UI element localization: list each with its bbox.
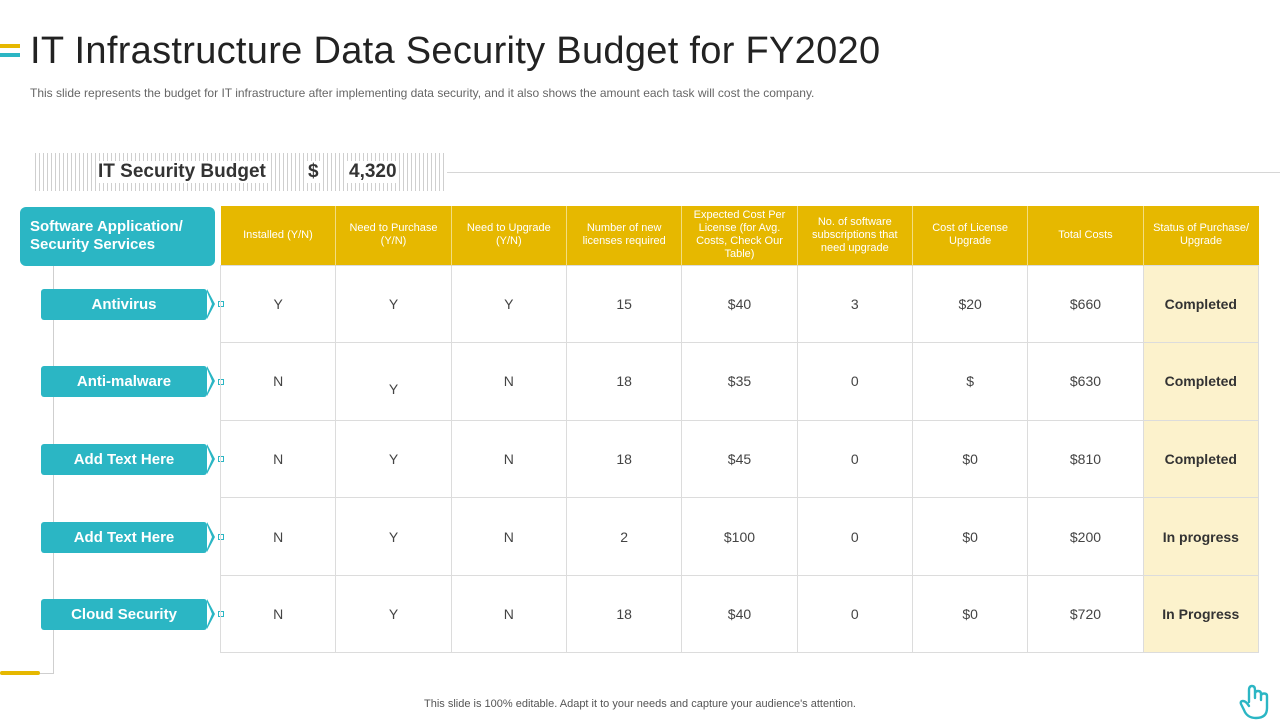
table-row	[221, 498, 1259, 576]
service-label-anti-malware: Anti-malware	[41, 366, 207, 397]
status-cell: In progress	[1143, 498, 1258, 576]
chevron-inner	[207, 369, 212, 393]
column-header: Need to Upgrade (Y/N)	[451, 206, 566, 265]
status-cell: Completed	[1143, 265, 1258, 343]
table-cell: $200	[1028, 498, 1143, 576]
table-cell: $660	[1028, 265, 1143, 343]
chevron-inner	[207, 525, 212, 549]
table-cell: N	[451, 498, 566, 576]
decorative-accent	[0, 671, 40, 675]
table-cell: $35	[682, 343, 797, 421]
table-cell: 18	[566, 420, 681, 498]
service-label-cloud-security: Cloud Security	[41, 599, 207, 630]
table-cell: 2	[566, 498, 681, 576]
table-cell: $720	[1028, 575, 1143, 653]
column-header: Status of Purchase/ Upgrade	[1143, 206, 1258, 265]
table-cell: 15	[566, 265, 681, 343]
chevron-inner	[207, 292, 212, 316]
table-cell: $40	[682, 575, 797, 653]
status-cell: Completed	[1143, 420, 1258, 498]
column-header: Number of new licenses required	[566, 206, 681, 265]
table-cell: Y	[336, 420, 451, 498]
table-cell: $45	[682, 420, 797, 498]
table-cell: 0	[797, 343, 912, 421]
table-cell: $0	[912, 498, 1027, 576]
page-subtitle: This slide represents the budget for IT infrastructure after implementing data security, and it also shows the amount each task will cost the company.	[30, 86, 815, 100]
hand-pointer-icon	[1238, 680, 1270, 720]
table-cell: $0	[912, 575, 1027, 653]
table-cell: N	[221, 343, 336, 421]
service-label-antivirus: Antivirus	[41, 289, 207, 320]
table-header-row	[221, 206, 1259, 265]
table-cell: $810	[1028, 420, 1143, 498]
budget-divider-line	[447, 172, 1280, 173]
column-header: Expected Cost Per License (for Avg. Costs, Check Our Table)	[682, 206, 797, 265]
table-cell: N	[451, 575, 566, 653]
table-cell: N	[221, 575, 336, 653]
column-header: No. of software subscriptions that need upgrade	[797, 206, 912, 265]
table-cell: N	[451, 420, 566, 498]
table-row	[221, 343, 1259, 421]
table-cell: N	[451, 343, 566, 421]
chevron-inner	[207, 602, 212, 626]
table-cell: 18	[566, 343, 681, 421]
title-accent-bar-gold	[0, 44, 20, 48]
service-label-add-text-1: Add Text Here	[41, 444, 207, 475]
table-cell: 3	[797, 265, 912, 343]
column-header: Cost of License Upgrade	[912, 206, 1027, 265]
budget-amount: 4,320	[349, 161, 397, 182]
table-cell: Y	[336, 575, 451, 653]
chevron-inner	[207, 447, 212, 471]
table-cell: $630	[1028, 343, 1143, 421]
table-cell: $100	[682, 498, 797, 576]
table-row	[221, 420, 1259, 498]
table-cell: $	[912, 343, 1027, 421]
table-cell: N	[221, 498, 336, 576]
table-cell: Y	[336, 498, 451, 576]
budget-table	[220, 206, 1259, 653]
table-row	[221, 575, 1259, 653]
table-cell: Y	[336, 343, 451, 421]
column-header: Total Costs	[1028, 206, 1143, 265]
column-header: Need to Purchase (Y/N)	[336, 206, 451, 265]
service-label-add-text-2: Add Text Here	[41, 522, 207, 553]
budget-label: IT Security Budget	[98, 161, 270, 183]
table-cell: $40	[682, 265, 797, 343]
table-cell: 18	[566, 575, 681, 653]
table-row	[221, 265, 1259, 343]
table-cell: $20	[912, 265, 1027, 343]
table-cell: Y	[451, 265, 566, 343]
table-cell: Y	[221, 265, 336, 343]
status-cell: Completed	[1143, 343, 1258, 421]
table-cell: Y	[336, 265, 451, 343]
table-cell: 0	[797, 420, 912, 498]
table-cell: N	[221, 420, 336, 498]
footer-note: This slide is 100% editable. Adapt it to your needs and capture your audience's attention.	[424, 698, 856, 710]
row-header-label: Software Application/ Security Services	[20, 207, 215, 266]
page-title: IT Infrastructure Data Security Budget for FY2020	[30, 30, 881, 72]
budget-currency: $	[308, 161, 319, 182]
status-cell: In Progress	[1143, 575, 1258, 653]
title-accent-bar-teal	[0, 53, 20, 57]
table-cell: 0	[797, 498, 912, 576]
table-cell: $0	[912, 420, 1027, 498]
column-header: Installed (Y/N)	[221, 206, 336, 265]
table-cell: 0	[797, 575, 912, 653]
